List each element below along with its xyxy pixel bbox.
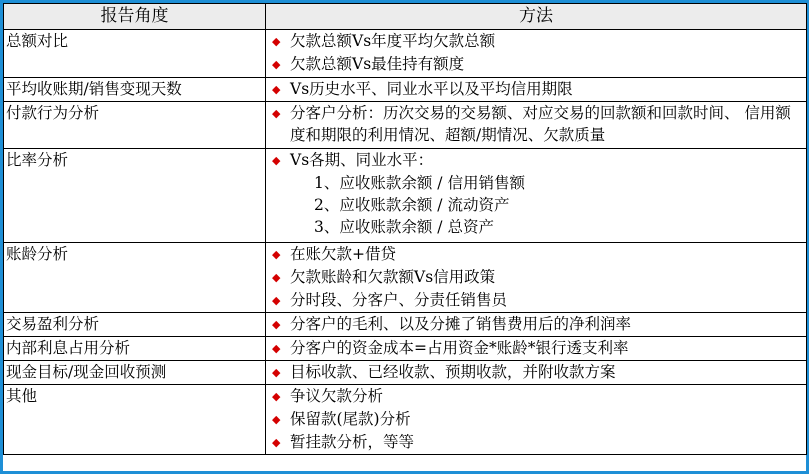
- method-cell: [266, 102, 807, 149]
- report-angle-cell: 其他: [4, 385, 266, 455]
- method-cell: [266, 313, 807, 337]
- diamond-bullet-icon: ◆: [272, 390, 281, 403]
- report-angle-cell: 比率分析: [4, 149, 266, 243]
- report-angle-cell: 账龄分析: [4, 243, 266, 313]
- method-item: [272, 408, 802, 431]
- report-angle-cell: 现金目标/现金回收预测: [4, 361, 266, 385]
- table-row: [4, 102, 807, 149]
- diamond-bullet-icon: ◆: [272, 83, 281, 96]
- method-item: [272, 385, 802, 408]
- method-text: 欠款账龄和欠款额Vs信用政策: [290, 268, 496, 286]
- diamond-bullet-icon: ◆: [272, 342, 281, 355]
- report-methods-table: [3, 3, 807, 455]
- method-item: [272, 30, 802, 53]
- method-cell: [266, 243, 807, 313]
- table-row: [4, 149, 807, 243]
- method-item: [272, 243, 802, 266]
- method-text: 保留款(尾款)分析: [290, 410, 411, 428]
- report-angle-cell: 内部利息占用分析: [4, 337, 266, 361]
- report-angle-cell: 交易盈利分析: [4, 313, 266, 337]
- method-text: 分客户分析：历次交易的交易额、对应交易的回款额和回款时间、 信用额度和期限的利用情况、超额/期情况、欠款质量: [290, 104, 791, 144]
- table-row: [4, 313, 807, 337]
- method-item: [272, 149, 802, 172]
- diamond-bullet-icon: ◆: [272, 35, 281, 48]
- method-text: 1、应收账款余额 / 信用销售额: [314, 174, 525, 192]
- table-body: [4, 30, 807, 455]
- diamond-bullet-icon: ◆: [272, 248, 281, 261]
- method-item: [272, 102, 802, 146]
- method-item: [272, 361, 802, 384]
- method-cell: [266, 385, 807, 455]
- method-text: Vs历史水平、同业水平以及平均信用期限: [290, 80, 573, 98]
- table-row: [4, 243, 807, 313]
- report-angle-cell: 总额对比: [4, 30, 266, 78]
- diamond-bullet-icon: ◆: [272, 154, 281, 167]
- method-text: 欠款总额Vs年度平均欠款总额: [290, 32, 496, 50]
- table-row: [4, 78, 807, 102]
- method-text: 分客户的资金成本=占用资金*账龄*银行透支利率: [290, 339, 629, 357]
- method-item: [272, 194, 802, 216]
- method-item: [272, 337, 802, 360]
- diamond-bullet-icon: ◆: [272, 58, 281, 71]
- header-report-angle: 报告角度: [4, 4, 266, 30]
- method-item: [272, 216, 802, 238]
- method-text: 分时段、分客户、分责任销售员: [290, 291, 508, 309]
- report-angle-cell: 付款行为分析: [4, 102, 266, 149]
- method-text: 分客户的毛利、以及分摊了销售费用后的净利润率: [290, 315, 632, 333]
- diamond-bullet-icon: ◆: [272, 436, 281, 449]
- method-cell: [266, 361, 807, 385]
- method-item: [272, 78, 802, 101]
- table-row: [4, 30, 807, 78]
- diamond-bullet-icon: ◆: [272, 413, 281, 426]
- method-item: [272, 313, 802, 336]
- table-row: [4, 385, 807, 455]
- method-item: [272, 172, 802, 194]
- method-cell: [266, 30, 807, 78]
- method-text: Vs各期、同业水平：: [290, 151, 434, 169]
- method-text: 欠款总额Vs最佳持有额度: [290, 55, 465, 73]
- method-cell: [266, 337, 807, 361]
- diamond-bullet-icon: ◆: [272, 318, 281, 331]
- method-text: 争议欠款分析: [290, 387, 384, 405]
- table-header-row: [4, 4, 807, 30]
- method-text: 目标收款、已经收款、预期收款，并附收款方案: [290, 363, 616, 381]
- diamond-bullet-icon: ◆: [272, 294, 281, 307]
- method-cell: [266, 149, 807, 243]
- method-item: [272, 431, 802, 454]
- method-text: 3、应收账款余额 / 总资产: [314, 218, 494, 236]
- method-cell: [266, 78, 807, 102]
- method-text: 2、应收账款余额 / 流动资产: [314, 196, 510, 214]
- diamond-bullet-icon: ◆: [272, 107, 281, 120]
- method-item: [272, 266, 802, 289]
- method-item: [272, 53, 802, 76]
- method-text: 在账欠款+借贷: [290, 245, 396, 263]
- table-row: [4, 361, 807, 385]
- diamond-bullet-icon: ◆: [272, 271, 281, 284]
- method-item: [272, 289, 802, 312]
- table-row: [4, 337, 807, 361]
- header-method: 方法: [266, 4, 807, 30]
- diamond-bullet-icon: ◆: [272, 366, 281, 379]
- method-text: 暂挂款分析，等等: [290, 433, 415, 451]
- report-angle-cell: 平均收账期/销售变现天数: [4, 78, 266, 102]
